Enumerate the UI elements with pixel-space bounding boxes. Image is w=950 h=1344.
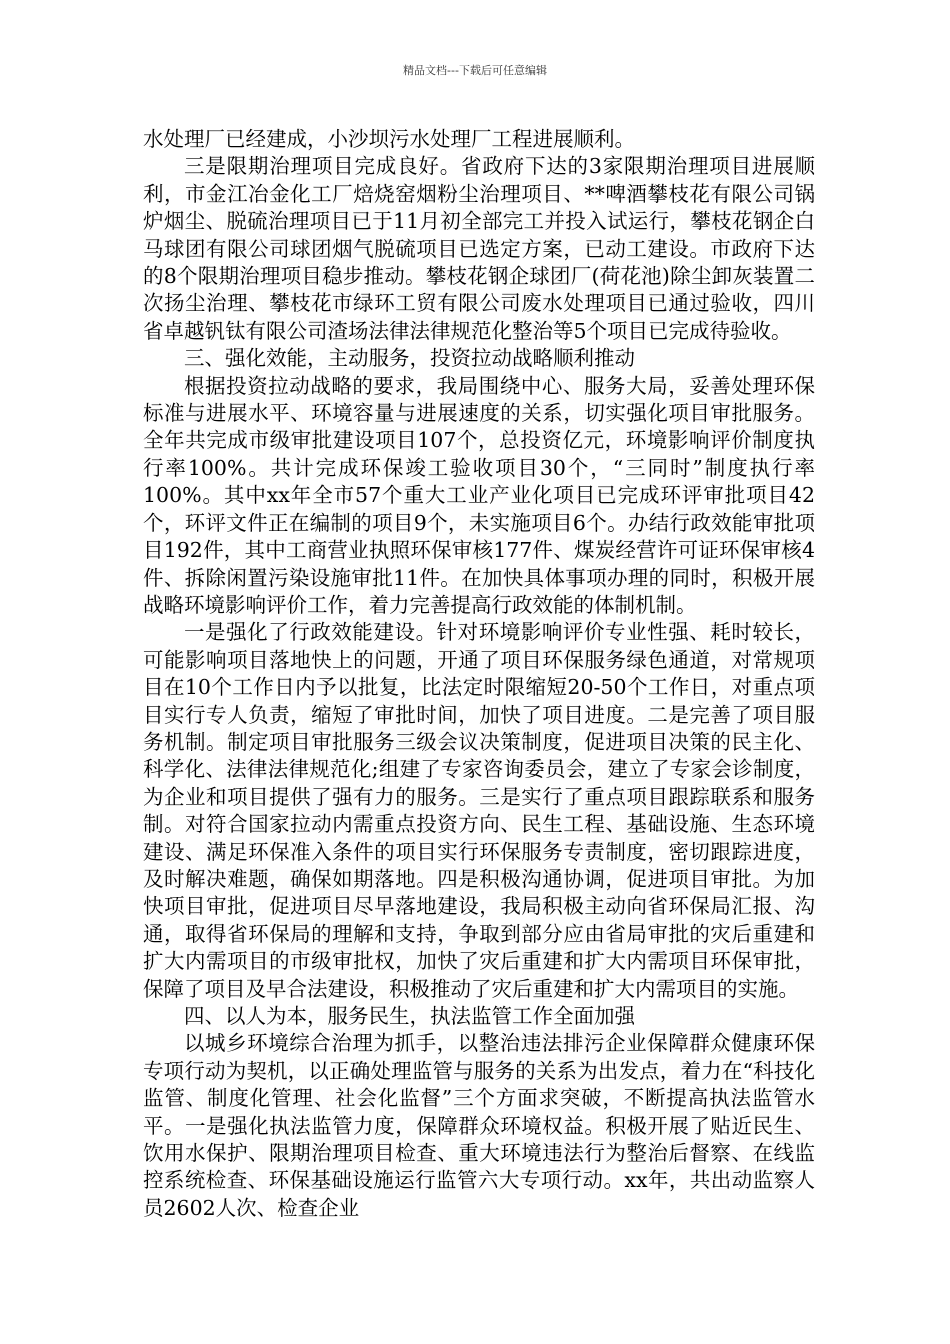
page-header: 精品文档---下载后可任意编辑	[403, 64, 547, 77]
paragraph-deadline-projects: 三是限期治理项目完成良好。省政府下达的3家限期治理项目进展顺利，市金江冶金化工厂焙烧窑烟粉尘治理项目、**啤酒攀枝花有限公司锅炉烟尘、脱硫治理项目已于11月初全部完工并投入试运行，攀枝花钢企白马球团有限公司球团烟气脱硫项目已选定方案，已动工建设。市政府下达的8个限期治理项目稳步推动。攀枝花钢企球团厂(荷花池)除尘卸灰装置二次扬尘治理、攀枝花市绿环工贸有限公司废水处理项目已通过验收，四川省卓越钒钛有限公司渣场法律法律规范化整治等5个项目已完成待验收。	[143, 154, 815, 343]
section-heading-efficiency: 三、强化效能，主动服务，投资拉动战略顺利推动	[184, 346, 635, 371]
document-body	[143, 126, 815, 1222]
paragraph-continuation: 水处理厂已经建成，小沙坝污水处理厂工程进展顺利。	[143, 127, 635, 151]
paragraph-administrative-efficiency: 一是强化了行政效能建设。针对环境影响评价专业性强、耗时较长，可能影响项目落地快上的问题，开通了项目环保服务绿色通道，对常规项目在10个工作日内予以批复，比法定时限缩短20-50个工作日，对重点项目实行专人负责，缩短了审批时间，加快了项目进度。二是完善了项目服务机制。制定项目审批服务三级会议决策制度，促进项目决策的民主化、科学化、法律法律规范化;组建了专家咨询委员会，建立了专家会诊制度，为企业和项目提供了强有力的服务。三是实行了重点项目跟踪联系和服务制。对符合国家拉动内需重点投资方向、民生工程、基础设施、生态环境建设、满足环保准入条件的项目实行环保服务专责制度，密切跟踪进度，及时解决难题，确保如期落地。四是积极沟通协调，促进项目审批。为加快项目审批，促进项目尽早落地建设，我局积极主动向省环保局汇报、沟通，取得省环保局的理解和支持，争取到部分应由省局审批的灾后重建和扩大内需项目的市级审批权，加快了灾后重建和扩大内需项目环保审批，保障了项目及早合法建设，积极推动了灾后重建和扩大内需项目的实施。	[143, 620, 815, 1001]
paragraph-investment-strategy: 根据投资拉动战略的要求，我局围绕中心、服务大局，妥善处理环保标准与进展水平、环境容量与进展速度的关系，切实强化项目审批服务。全年共完成市级审批建设项目107个，总投资亿元，环境影响评价制度执行率100%。共计完成环保竣工验收项目30个，“三同时”制度执行率100%。其中xx年全市57个重大工业产业化项目已完成环评审批项目42个，环评文件正在编制的项目9个，未实施项目6个。办结行政效能审批项目192件，其中工商营业执照环保审核177件、煤炭经营许可证环保审核4件、拆除闲置污染设施审批11件。在加快具体事项办理的同时，积极开展战略环境影响评价工作，着力完善提高行政效能的体制机制。	[143, 373, 815, 617]
paragraph-enforcement-supervision: 以城乡环境综合治理为抓手，以整治违法排污企业保障群众健康环保专项行动为契机，以正确处理监管与服务的关系为出发点，着力在“科技化监管、制度化管理、社会化监督”三个方面求突破，不断提高执法监管水平。一是强化执法监管力度，保障群众环境权益。积极开展了贴近民生、饮用水保护、限期治理项目检查、重大环境违法行为整治后督察、在线监控系统检查、环保基础设施运行监管六大专项行动。xx年，共出动监察人员2602人次、检查企业	[143, 1031, 815, 1220]
section-heading-enforcement: 四、以人为本，服务民生，执法监管工作全面加强	[184, 1004, 635, 1028]
